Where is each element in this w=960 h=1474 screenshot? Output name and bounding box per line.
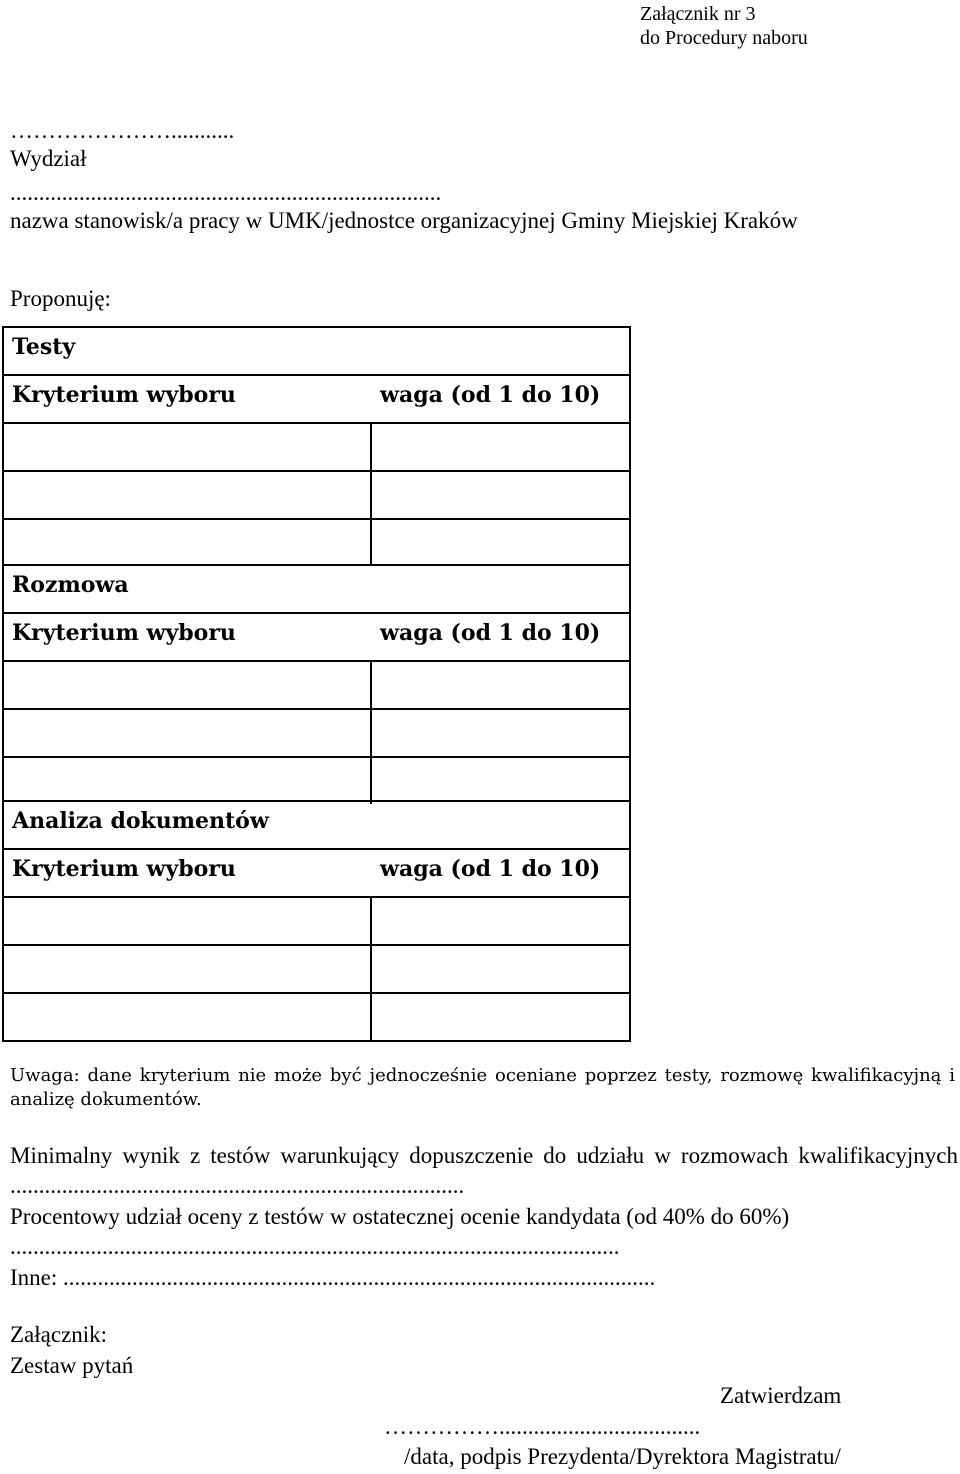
weight-header: waga (od 1 do 10): [380, 620, 601, 646]
criterion-header: Kryterium wyboru: [12, 382, 236, 408]
rozmowa-title: Rozmowa: [12, 572, 129, 598]
rozmowa-row[interactable]: [4, 662, 629, 710]
signature-dots: ……………...................................: [384, 1414, 701, 1439]
wydzial-label: Wydział: [10, 146, 87, 171]
position-dots: ...........................................................................: [10, 180, 442, 205]
analiza-row[interactable]: [4, 898, 629, 946]
criterion-header: Kryterium wyboru: [12, 856, 236, 882]
zalacznik-label: Załącznik:: [10, 1322, 108, 1347]
analiza-title: Analiza dokumentów: [12, 808, 269, 834]
analiza-table: [2, 800, 631, 1042]
attachment-procedure: do Procedury naboru: [640, 27, 808, 49]
testy-row[interactable]: [4, 520, 629, 566]
approve-label: Zatwierdzam: [720, 1383, 842, 1408]
testy-title-cell: [4, 328, 629, 376]
attachment-number: Załącznik nr 3: [640, 3, 756, 25]
note-text: Uwaga: dane kryterium nie może być jednocześnie oceniane poprzez testy, rozmowę kwalifikacyjną i analizę dokumentów.: [10, 1065, 955, 1110]
zestaw-pytan-label: Zestaw pytań: [10, 1353, 134, 1378]
analiza-row[interactable]: [4, 946, 629, 994]
testy-row[interactable]: [4, 424, 629, 472]
min-result-text: Minimalny wynik z testów warunkujący dopuszczenie do udziału w rozmowach kwalifikacyjnych ...............................................................................: [10, 1143, 958, 1198]
inne-field: Inne: .......................................................................................................: [10, 1265, 656, 1290]
percent-share-dots: ..........................................................................................................: [10, 1234, 620, 1259]
analiza-title-cell: [4, 802, 629, 850]
criterion-header: Kryterium wyboru: [12, 620, 236, 646]
signature-label: /data, podpis Prezydenta/Dyrektora Magistratu/: [404, 1444, 841, 1469]
rozmowa-header-row: [4, 614, 629, 662]
weight-header: waga (od 1 do 10): [380, 856, 601, 882]
percent-share-text: Procentowy udział oceny z testów w ostatecznej ocenie kandydata (od 40% do 60%): [10, 1204, 790, 1229]
rozmowa-table: [2, 564, 631, 804]
rozmowa-row[interactable]: [4, 710, 629, 758]
testy-table: [2, 326, 631, 566]
rozmowa-row[interactable]: [4, 758, 629, 804]
testy-header-row: [4, 376, 629, 424]
rozmowa-title-cell: [4, 566, 629, 614]
testy-title: Testy: [12, 334, 76, 360]
analiza-header-row: [4, 850, 629, 898]
position-label: nazwa stanowisk/a pracy w UMK/jednostce organizacyjnej Gminy Miejskiej Kraków: [10, 208, 798, 233]
weight-header: waga (od 1 do 10): [380, 382, 601, 408]
wydzial-dots: …………………...........: [10, 118, 235, 143]
testy-row[interactable]: [4, 472, 629, 520]
proponuje-label: Proponuję:: [10, 286, 111, 311]
analiza-row[interactable]: [4, 994, 629, 1040]
